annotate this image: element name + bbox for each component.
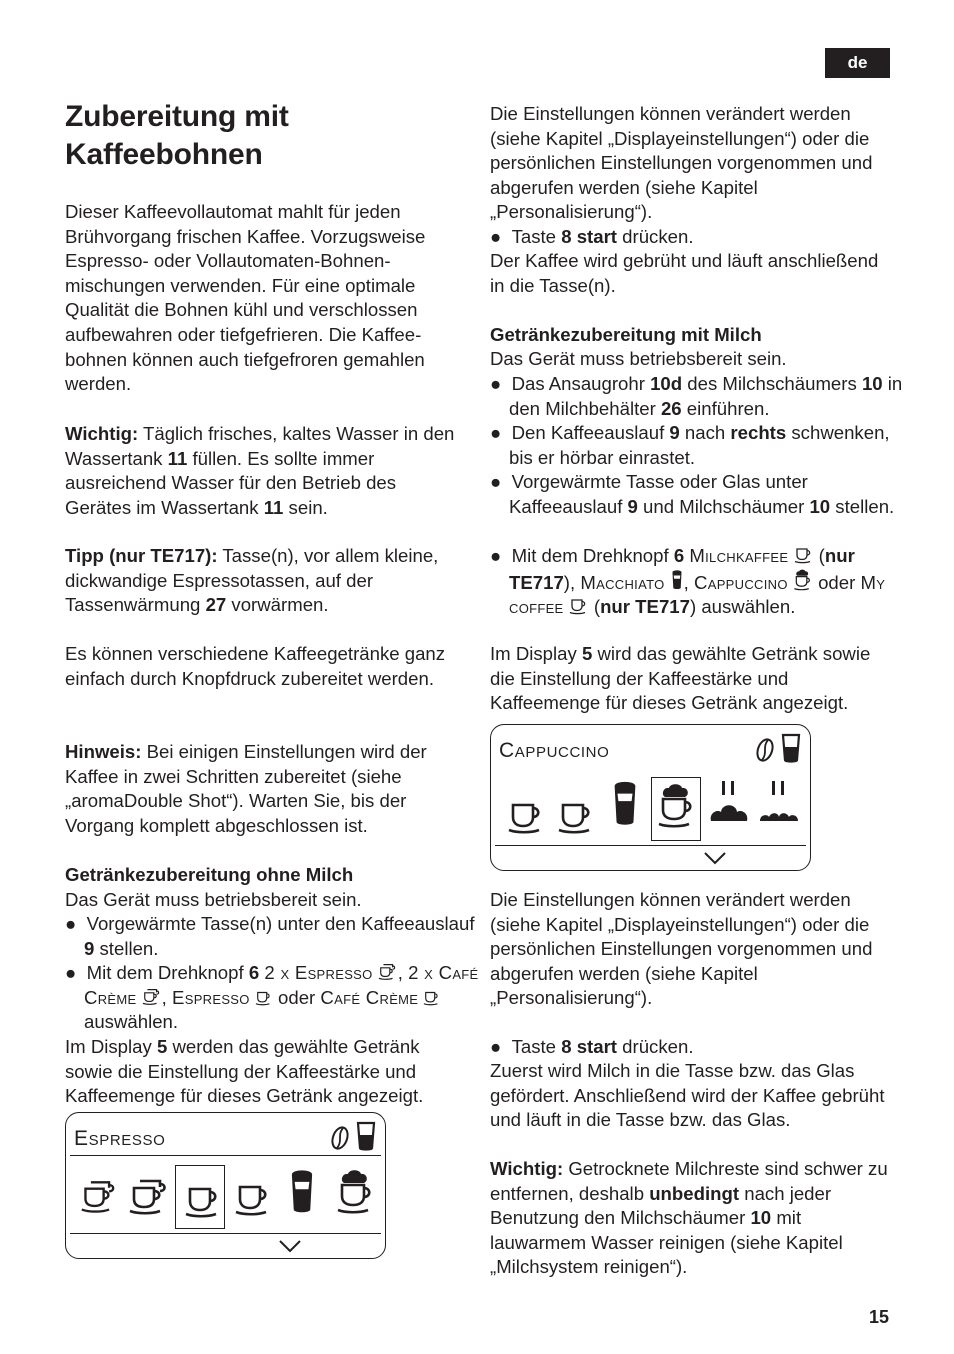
display-info: Im Display 5 werden das gewählte Getränk sowie die Einstellung der Kaffeestärke und Kaffeemenge für dieses Getränk angezeigt. [65,1036,424,1107]
bullet-press-start: ● Taste 8 start drücken. [490,1036,694,1057]
important-note: Wichtig: Täglich frisches, kaltes Wasser in den Wassertank 11 füllen. Es sollte immer ausreichend Wasser für den Betrieb des Gerätes im Wassertank 11 sein. [65,423,455,518]
bullet-swivel-outlet: ● Den Kaffeeauslauf 9 nach rechts schwenken, bis er hörbar einrastet. [490,422,890,468]
small-glass-icon [355,1121,377,1151]
chevron-down-icon [278,1239,302,1253]
bullet-select-drink: ● Mit dem Drehknopf 6 2 x Espresso , 2 x Café Crème , Espresso oder Café Crème auswählen. [65,962,479,1033]
cup-icon [557,795,597,835]
important-note: Wichtig: Getrocknete Milchreste sind schwer zu entfernen, deshalb unbedingt nach jeder Benutzung den Milchschäumer 10 mit lauwarmem Wasser reinigen (siehe Kapitel „Milchsystem reinigen“). [490,1158,888,1278]
cup-icon [507,795,547,835]
display-panel-espresso [65,1112,386,1259]
display-title: Cappuccino [499,739,610,762]
chevron-down-icon [703,851,727,865]
settings-paragraph: Die Einstellungen können verändert werden (siehe Kapitel „Displayeinstellungen“) oder die persönlichen Einstellungen vorgenommen und abgerufen werden (siehe Kapitel „Personalisierung“). [490,889,873,1009]
double-cup-icon [378,961,398,981]
cappuccino-cup-icon [793,569,813,591]
bullet-press-start: ● Taste 8 start drücken. [490,226,694,247]
latte-glass-icon [286,1169,318,1215]
display-title: Espresso [74,1127,166,1150]
latte-glass-icon [609,779,641,829]
bullet-preheat-cup: ● Vorgewärmte Tasse(n) unter den Kaffeeauslauf 9 stellen. [65,913,475,959]
coffee-bean-icon [330,1125,350,1151]
settings-paragraph: Die Einstellungen können verändert werden (siehe Kapitel „Displayeinstellungen“) oder die persönlichen Einstellungen vorgenommen und abgerufen werden (siehe Kapitel „Personalisierung“). [490,103,873,223]
hint-note: Hinweis: Bei einigen Einstellungen wird der Kaffee in zwei Schritten zubereitet (siehe „aromaDouble Shot“). Warten Sie, bis der Vorgang komplett abgeschlossen ist. [65,741,427,836]
strength-volume-indicator [755,733,802,770]
double-cup-icon [128,1175,172,1215]
display-info: Im Display 5 wird das gewählte Getränk sowie die Einstellung der Kaffeestärke und Kaffeemenge für dieses Getränk angezeigt. [490,643,871,714]
my-coffee-icon [569,595,589,615]
brew-text: Der Kaffee wird gebrüht und läuft anschließend in die Tasse(n). [490,250,879,296]
page-number: 15 [868,1307,889,1327]
variety-paragraph: Es können verschiedene Kaffeegetränke ganz einfach durch Knopfdruck zubereitet werden. [65,643,446,689]
bullet-suction-tube: ● Das Ansaugrohr 10d des Milchschäumers 10 in den Milchbehälter 26 einführen. [490,373,903,419]
double-cup-icon [80,1175,120,1215]
language-tab: de [825,48,890,78]
cup-icon [255,988,273,1006]
cup-icon [184,1179,224,1219]
section-heading-with-milk: Getränkezubereitung mit Milch [490,324,762,345]
foam-high-icon [709,779,749,825]
milk-coffee-icon [794,544,814,564]
display-panel-cappuccino [490,724,811,871]
tip-note: Tipp (nur TE717): Tasse(n), vor allem kleine, dickwandige Espressotassen, auf der Tassenwärmung 27 vorwärmen. [65,545,439,616]
strength-volume-indicator [330,1121,377,1158]
double-cup-icon [142,986,162,1006]
milk-first-text: Zuerst wird Milch in die Tasse bzw. das Glas gefördert. Anschließend wird der Kaffee gebrüht und läuft in die Tasse bzw. das Glas. [490,1060,885,1131]
cup-icon [234,1177,274,1217]
cappuccino-cup-icon [336,1169,376,1215]
intro-paragraph: Dieser Kaffeevollautomat mahlt für jeden Brühvorgang frischen Kaffee. Vorzugsweise Espresso- oder Vollautomaten-Bohnenmischungen verwenden. Für eine optimale Qualität die Bohnen kühl und verschlossen aufbewahren oder tiefgefrieren. Die Kaffeebohnen können auch tiefgefroren gemahlen werden. [65,201,426,395]
foam-low-icon [759,779,799,825]
ready-text: Das Gerät muss betriebsbereit sein. [490,348,787,369]
bullet-place-cup: ● Vorgewärmte Tasse oder Glas unter Kaffeeauslauf 9 und Milchschäumer 10 stellen. [490,471,895,517]
macchiato-glass-icon [670,569,684,591]
section-heading-without-milk: Getränkezubereitung ohne Milch [65,864,354,885]
coffee-bean-icon [755,737,775,763]
cappuccino-cup-icon [657,783,697,829]
ready-text: Das Gerät muss betriebsbereit sein. [65,889,362,910]
small-glass-icon [780,733,802,763]
bullet-select-milk-drink: ● Mit dem Drehknopf 6 Milchkaffee (nur TE717), Macchiato , Cappuccino oder My coffee (nur TE717) auswählen. [490,545,886,618]
page-title: Zubereitung mit Kaffeebohnen [65,100,289,171]
cup-icon [423,988,441,1006]
